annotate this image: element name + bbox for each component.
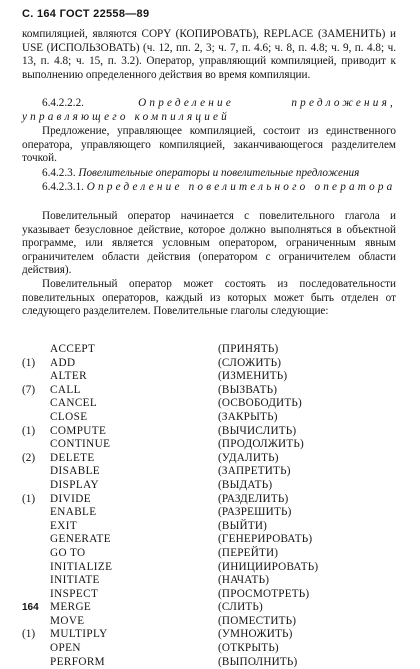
verb-translation: (ВЫЙТИ) xyxy=(218,519,268,532)
verb-translation: (ВЫЗВАТЬ) xyxy=(218,383,278,396)
verb-row xyxy=(22,452,396,466)
verb-footnote-number: (1) xyxy=(22,628,36,641)
verb-translation: (ОСВОБОДИТЬ) xyxy=(218,397,302,410)
verb-row xyxy=(22,628,396,642)
verb-translation: (ПЕРЕЙТИ) xyxy=(218,546,279,559)
verb-row xyxy=(22,588,396,602)
verb-translation: (ВЫПОЛНИТЬ) xyxy=(218,655,298,668)
verb-keyword: INSPECT xyxy=(50,587,99,600)
verb-keyword: DISPLAY xyxy=(50,478,100,491)
verb-translation: (УМНОЖИТЬ) xyxy=(218,628,293,641)
verb-row xyxy=(22,370,396,384)
verb-row xyxy=(22,411,396,425)
verb-row xyxy=(22,547,396,561)
verb-translation: (ИНИЦИИРОВАТЬ) xyxy=(218,560,319,573)
verb-translation: (ЗАКРЫТЬ) xyxy=(218,410,278,423)
section-64231-title: Определение повелительного оператора xyxy=(86,181,396,193)
section-64222-title: Определение предложения, управляющего компиляцией xyxy=(22,97,396,123)
verb-row xyxy=(22,601,396,615)
verb-keyword: DIVIDE xyxy=(50,492,91,505)
verb-row xyxy=(22,425,396,439)
page-header: С. 164 ГОСТ 22558—89 xyxy=(22,8,150,20)
section-64231-paragraph-2: Повелительный оператор может состоять из последовательности повелительных операторов, каждый из которых может быть отделен от следующего разделителем. Повелительные глаголы следующие: xyxy=(22,278,396,318)
verb-row xyxy=(22,397,396,411)
verb-keyword: MULTIPLY xyxy=(50,628,108,641)
verb-row xyxy=(22,561,396,575)
verb-row xyxy=(22,438,396,452)
verb-keyword: CONTINUE xyxy=(50,438,111,451)
verb-translation: (ОТКРЫТЬ) xyxy=(218,642,279,655)
imperative-verb-list xyxy=(22,343,396,669)
verb-keyword: CANCEL xyxy=(50,397,98,410)
verb-row xyxy=(22,533,396,547)
verb-translation: (РАЗДЕЛИТЬ) xyxy=(218,492,289,505)
verb-translation: (НАЧАТЬ) xyxy=(218,574,270,587)
verb-keyword: CALL xyxy=(50,383,81,396)
verb-keyword: MERGE xyxy=(50,601,92,614)
verb-row xyxy=(22,520,396,534)
section-64231-number: 6.4.2.3.1. xyxy=(42,181,84,193)
section-6423-heading xyxy=(22,167,396,181)
verb-row xyxy=(22,343,396,357)
verb-row xyxy=(22,384,396,398)
verb-translation: (ЗАПРЕТИТЬ) xyxy=(218,465,291,478)
verb-translation: (ВЫЧИСЛИТЬ) xyxy=(218,424,297,437)
section-6423-title: Повелительные операторы и повелительные предложения xyxy=(78,167,360,179)
verb-keyword: DELETE xyxy=(50,451,95,464)
verb-translation: (ИЗМЕНИТЬ) xyxy=(218,370,288,383)
verb-footnote-number: (1) xyxy=(22,356,36,369)
verb-row xyxy=(22,656,396,669)
verb-row xyxy=(22,493,396,507)
section-64231-heading xyxy=(22,181,396,195)
verb-footnote-number: (2) xyxy=(22,451,36,464)
verb-translation: (ПРИНЯТЬ) xyxy=(218,343,279,355)
verb-translation: (УДАЛИТЬ) xyxy=(218,451,279,464)
verb-keyword: ACCEPT xyxy=(50,343,96,355)
verb-keyword: ADD xyxy=(50,356,76,369)
verb-translation: (ПРОСМОТРЕТЬ) xyxy=(218,587,310,600)
verb-row xyxy=(22,574,396,588)
intro-paragraph: компиляцией, являются COPY (КОПИРОВАТЬ), REPLACE (ЗАМЕНИТЬ) и USE (ИСПОЛЬЗОВАТЬ) (ч. 12, пп. 2, 3; ч. 7, п. 4.6; ч. 8, п. 4.8; ч. 9, п. 4.8; ч. 13, п. 4.8; ч. 15, п. 3.2). Оператор, управляющий компиляцией, приводит к выполнению определенного действия во время компиляции. xyxy=(22,28,396,81)
verb-row xyxy=(22,506,396,520)
verb-keyword: ALTER xyxy=(50,370,88,383)
verb-footnote-number: (1) xyxy=(22,424,36,437)
verb-keyword: INITIATE xyxy=(50,574,100,587)
section-64222-number: 6.4.2.2.2. xyxy=(42,97,84,109)
verb-keyword: ENABLE xyxy=(50,506,97,519)
section-64231-paragraph-1: Повелительный оператор начинается с повелительного глагола и указывает безусловное действие, которое должно выполняться в объектной программе, или является условным оператором, ограниченным явным ограничителем области действия (оператором с ограничителем области действия). xyxy=(22,210,396,277)
verb-footnote-number: (1) xyxy=(22,492,36,505)
verb-keyword: DISABLE xyxy=(50,465,101,478)
verb-row xyxy=(22,615,396,629)
verb-translation: (СЛОЖИТЬ) xyxy=(218,356,282,369)
verb-translation: (ПОМЕСТИТЬ) xyxy=(218,614,297,627)
verb-keyword: GENERATE xyxy=(50,533,111,546)
verb-translation: (ПРОДОЛЖИТЬ) xyxy=(218,438,304,451)
verb-keyword: EXIT xyxy=(50,519,78,532)
verb-keyword: INITIALIZE xyxy=(50,560,113,573)
section-6423-number: 6.4.2.3. xyxy=(42,167,76,179)
page-number: 164 xyxy=(22,602,39,613)
verb-row xyxy=(22,357,396,371)
verb-translation: (РАЗРЕШИТЬ) xyxy=(218,506,292,519)
verb-keyword: MOVE xyxy=(50,614,85,627)
verb-row xyxy=(22,642,396,656)
verb-keyword: COMPUTE xyxy=(50,424,107,437)
verb-translation: (ГЕНЕРИРОВАТЬ) xyxy=(218,533,313,546)
verb-row xyxy=(22,465,396,479)
verb-row xyxy=(22,479,396,493)
verb-footnote-number: (7) xyxy=(22,383,36,396)
verb-keyword: GO TO xyxy=(50,546,86,559)
section-64222-heading xyxy=(22,97,396,124)
verb-keyword: PERFORM xyxy=(50,655,106,668)
section-64222-body: Предложение, управляющее компиляцией, состоит из единственного оператора, управляющего компиляцией, заканчивающегося разделителем точкой. xyxy=(22,125,396,165)
verb-translation: (СЛИТЬ) xyxy=(218,601,263,614)
verb-keyword: OPEN xyxy=(50,642,81,655)
verb-translation: (ВЫДАТЬ) xyxy=(218,478,273,491)
verb-keyword: CLOSE xyxy=(50,410,88,423)
